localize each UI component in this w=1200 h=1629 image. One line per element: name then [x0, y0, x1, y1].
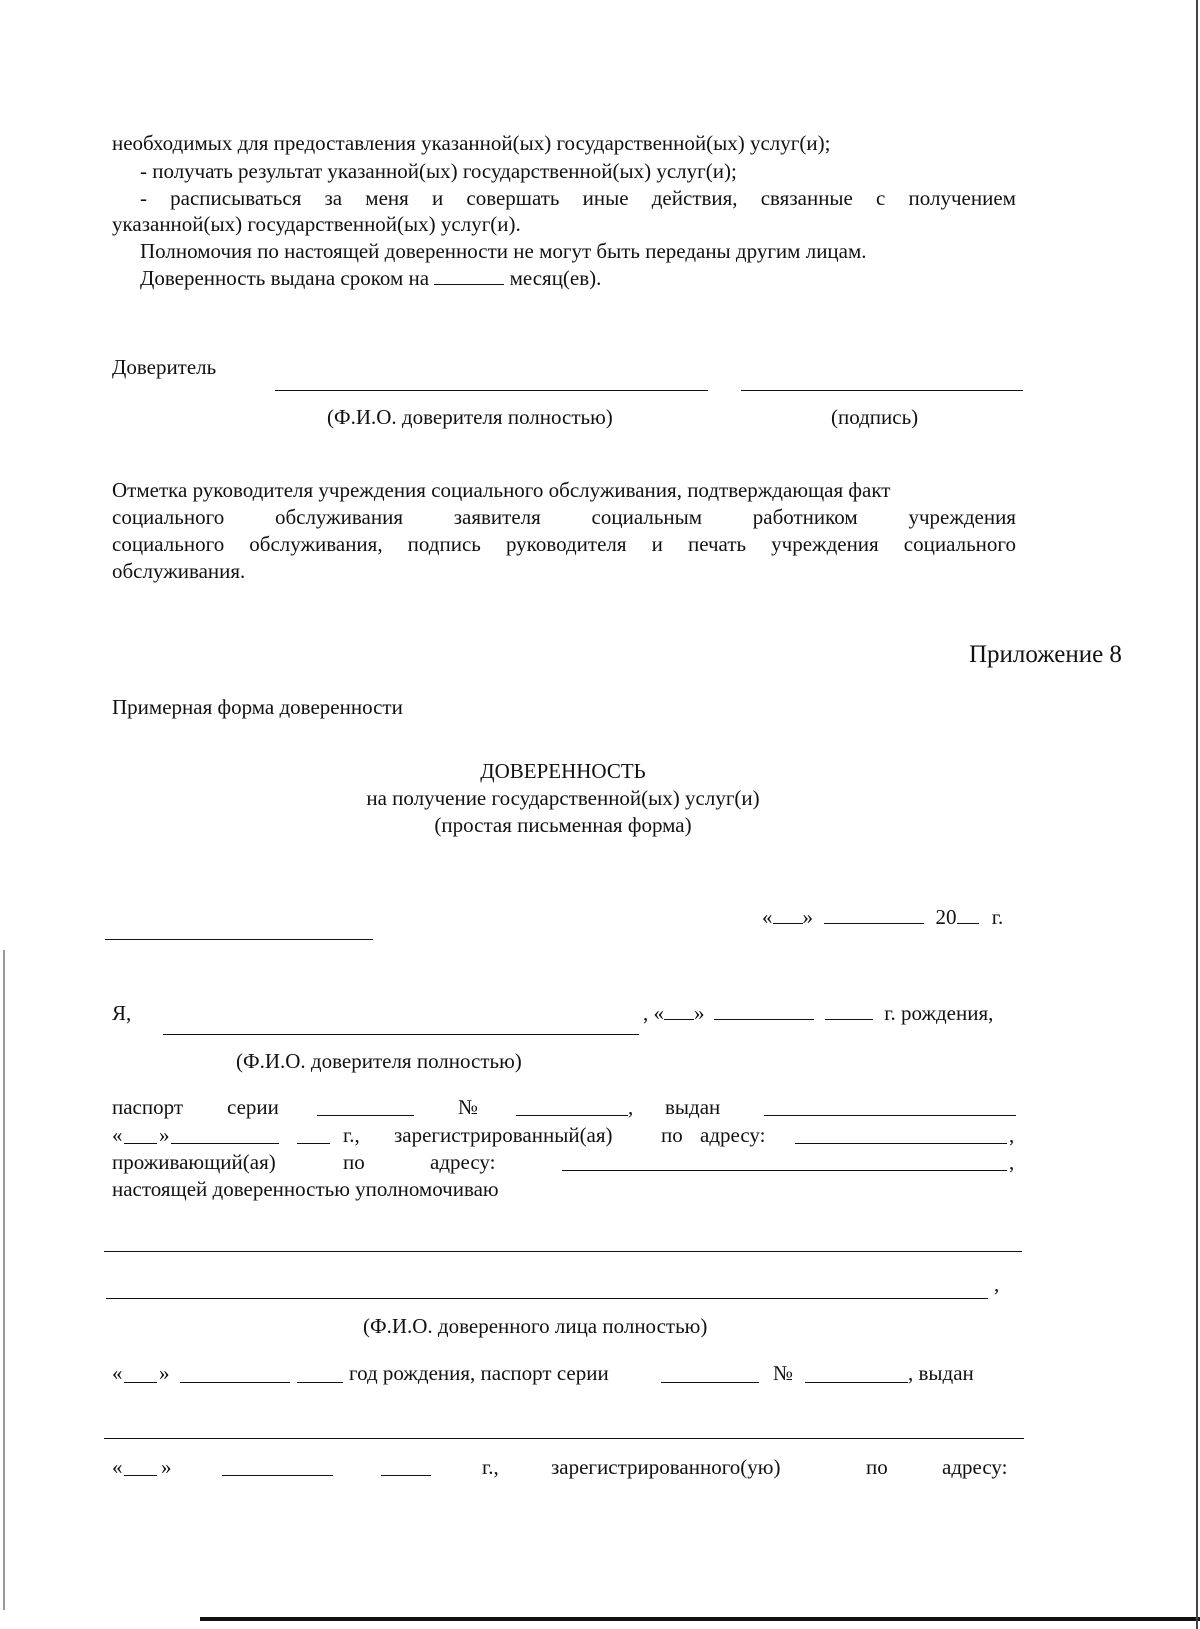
principal-birth-date: , « » г. рождения, — [643, 1001, 994, 1025]
date-year-blank[interactable] — [957, 907, 979, 924]
note-line-3: социального обслуживания, подпись руководителя и печать учреждения социального — [112, 532, 1016, 556]
passport-issued-word: выдан — [665, 1095, 721, 1119]
registered-trailing-comma: , — [1009, 1123, 1015, 1147]
scan-right-edge — [1196, 0, 1198, 1629]
last-day-field[interactable] — [124, 1475, 157, 1476]
registered-word: зарегистрированный(ая) — [394, 1123, 613, 1147]
agent-passport-number-sign: № — [773, 1361, 794, 1385]
last-year-field[interactable] — [381, 1475, 431, 1476]
agent-fio-line-2[interactable] — [106, 1298, 988, 1299]
principal-fio-caption: (Ф.И.О. доверителя полностью) — [327, 405, 613, 429]
text-line-sign-for-me: - расписываться за меня и совершать иные действия, связанные с получением — [140, 186, 1016, 210]
text-line-validity-term: Доверенность выдана сроком на месяц(ев). — [140, 266, 602, 290]
residing-address-field[interactable] — [562, 1170, 1007, 1171]
last-po-word: по — [866, 1455, 888, 1479]
document-subtitle-form: (простая письменная форма) — [434, 813, 692, 837]
birth-year-blank[interactable] — [825, 1003, 873, 1020]
principal-fio-field[interactable] — [163, 1034, 639, 1035]
residing-po-word: по — [343, 1150, 365, 1174]
appendix-label: Приложение 8 — [969, 641, 1122, 668]
scan-bottom-edge — [200, 1617, 1200, 1621]
agent-birth-day-field[interactable] — [124, 1382, 157, 1383]
passport-series-word: серии — [227, 1095, 279, 1119]
date-month-blank[interactable] — [824, 907, 924, 924]
authorize-text: настоящей доверенностью уполномочиваю — [112, 1177, 499, 1201]
agent-birth-year-field[interactable] — [297, 1382, 343, 1383]
issue-year-field[interactable] — [297, 1143, 330, 1144]
place-line[interactable] — [105, 939, 373, 940]
scan-left-edge — [3, 950, 5, 1610]
last-date-open-quote: « — [112, 1455, 123, 1479]
date-day-blank[interactable] — [773, 907, 803, 924]
form-caption: Примерная форма доверенности — [112, 695, 403, 719]
passport-issued-by-field[interactable] — [764, 1115, 1016, 1116]
principal-signature-caption: (подпись) — [831, 405, 919, 429]
principal-signature-line[interactable] — [741, 390, 1023, 391]
principal-fio-field-caption: (Ф.И.О. доверителя полностью) — [236, 1049, 522, 1073]
issue-month-field[interactable] — [171, 1143, 279, 1144]
document-subtitle: на получение государственной(ых) услуг(и) — [366, 786, 760, 810]
agent-birth-open-quote: « — [112, 1361, 123, 1385]
note-line-2: социального обслуживания заявителя социальным работником учреждения — [112, 505, 1016, 529]
birth-month-blank[interactable] — [714, 1003, 814, 1020]
agent-fio-trailing-comma: , — [994, 1272, 1000, 1296]
note-line-1: Отметка руководителя учреждения социального обслуживания, подтверждающая факт — [112, 478, 891, 502]
principal-fio-line[interactable] — [275, 390, 708, 391]
passport-series-field[interactable] — [317, 1115, 414, 1116]
passport-word: паспорт — [112, 1095, 184, 1119]
document-title: ДОВЕРЕННОСТЬ — [480, 759, 646, 783]
issue-day-field[interactable] — [124, 1143, 157, 1144]
agent-issued-text: , выдан — [908, 1361, 974, 1385]
principal-label: Доверитель — [112, 355, 217, 379]
residing-address-word: адресу: — [430, 1150, 496, 1174]
birth-day-blank[interactable] — [664, 1003, 694, 1020]
note-line-4: обслуживания. — [112, 559, 246, 583]
text-line-powers-not-transferable: Полномочия по настоящей доверенности не могут быть переданы другим лицам. — [140, 239, 867, 263]
text-line-necessary: необходимых для предоставления указанной(ых) государственной(ых) услуг(и); — [112, 131, 831, 155]
last-year-suffix: г., — [482, 1455, 499, 1479]
agent-birth-close-quote: » — [159, 1361, 170, 1385]
agent-birth-text: год рождения, паспорт серии — [349, 1361, 609, 1385]
i-label: Я, — [112, 1001, 132, 1025]
passport-number-sign: № — [458, 1095, 479, 1119]
passport-number-comma: , — [628, 1095, 634, 1119]
agent-birth-month-field[interactable] — [180, 1382, 290, 1383]
text-line-specified-services: указанной(ых) государственной(ых) услуг(и). — [112, 212, 521, 236]
agent-passport-series-field[interactable] — [661, 1382, 759, 1383]
last-address-word: адресу: — [942, 1455, 1008, 1479]
text-line-receive-result: - получать результат указанной(ых) государственной(ых) услуг(и); — [140, 159, 737, 183]
registered-po-word: по — [661, 1123, 683, 1147]
agent-fio-line-1[interactable] — [104, 1251, 1022, 1252]
term-months-blank[interactable] — [434, 268, 504, 285]
agent-issued-by-field[interactable] — [104, 1438, 1024, 1439]
issue-date-close-quote: » — [159, 1123, 170, 1147]
passport-number-field[interactable] — [516, 1115, 628, 1116]
document-date: « » 20 г. — [762, 905, 1004, 929]
agent-fio-caption: (Ф.И.О. доверенного лица полностью) — [363, 1314, 708, 1338]
residing-word: проживающий(ая) — [112, 1150, 276, 1174]
issue-date-open-quote: « — [112, 1123, 123, 1147]
registered-address-field[interactable] — [795, 1143, 1007, 1144]
residing-trailing-comma: , — [1009, 1150, 1015, 1174]
issue-year-suffix: г., — [343, 1123, 360, 1147]
last-month-field[interactable] — [222, 1475, 333, 1476]
last-registered-word: зарегистрированного(ую) — [551, 1455, 781, 1479]
agent-passport-number-field[interactable] — [805, 1382, 908, 1383]
last-date-close-quote: » — [161, 1455, 172, 1479]
registered-address-word: адресу: — [700, 1123, 766, 1147]
